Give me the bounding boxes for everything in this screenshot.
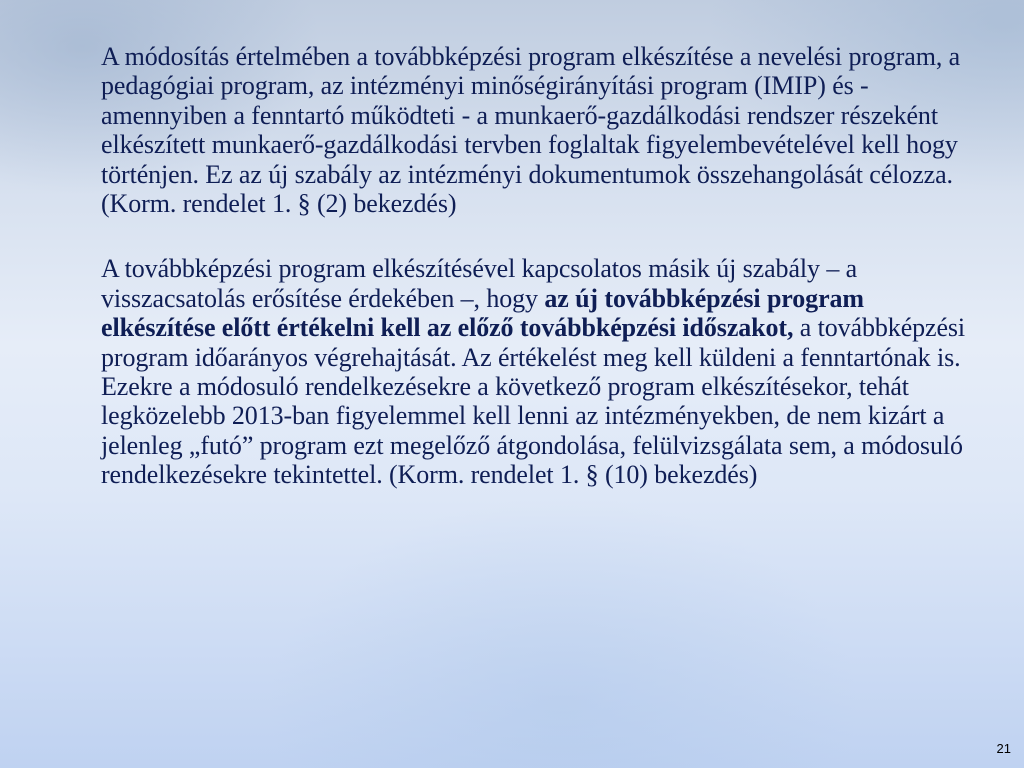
- paragraph-evaluation-rest: a továbbképzési program időarányos végrehajtását. Az értékelést meg kell küldeni a fenntartónak is. Ezekre a módosuló rendelkezésekre a következő program elkészítésekor, tehát legközelebb 2013-ban figyelemmel kell lenni az intézményekben, de nem kizárt a jelenleg „futó” program ezt megelőző átgondolása, felülvizsgálata sem, a módosuló rendelkezésekre tekintettel. (Korm. rendelet 1. § (10) bekezdés): [101, 313, 966, 490]
- paragraph-evaluation-rule: [101, 254, 973, 489]
- page-number: 21: [996, 741, 1011, 756]
- paragraph-imip-alignment: A módosítás értelmében a továbbképzési program elkészítése a nevelési program, a pedagógiai program, az intézményi minőségirányítási program (IMIP) és - amennyiben a fenntartó működteti - a munkaerő-gazdálkodási rendszer részeként elkészített munkaerő-gazdálkodási tervben foglaltak figyelembevételével kell hogy történjen. Ez az új szabály az intézményi dokumentumok összehangolását célozza. (Korm. rendelet 1. § (2) bekezdés): [101, 42, 961, 219]
- slide-body: [101, 42, 973, 490]
- paragraph-evaluation-intro: A továbbképzési program elkészítésével kapcsolatos másik új szabály – a visszacsatolás erősítése érdekében –, hogy: [101, 254, 858, 313]
- paragraph-evaluation-emphasis: az új továbbképzési program elkészítése előtt értékelni kell az előző továbbképzési időszakot,: [101, 283, 864, 343]
